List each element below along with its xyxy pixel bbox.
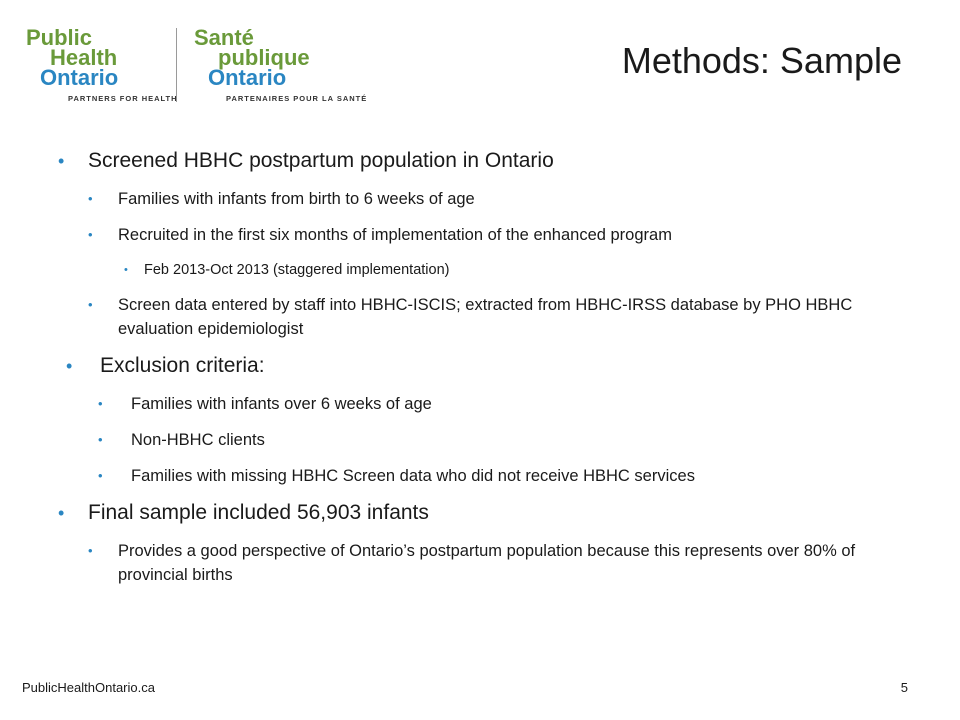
bullet-level-2 [58,428,918,452]
bullet-dot-icon: • [98,432,103,447]
bullet-dot-icon: • [58,503,65,523]
bullet-level-2 [58,223,918,247]
logo-french [194,25,310,90]
bullet-dot-icon: • [88,543,93,558]
bullet-dot-icon: • [66,356,73,376]
bullet-text: Families with infants over 6 weeks of age [131,395,432,413]
bullet-dot-icon: • [98,468,103,483]
logo-word: Public [26,25,93,50]
bullet-level-2 [58,392,918,416]
bullet-dot-icon: • [58,151,65,171]
logo-word: Ontario [40,65,119,90]
bullet-text: Exclusion criteria: [100,354,265,377]
bullet-level-2 [58,539,918,587]
bullet-dot-icon: • [124,264,128,276]
footer-website: PublicHealthOntario.ca [22,680,155,695]
bullet-level-1 [58,500,918,526]
bullet-level-2 [58,187,918,211]
bullet-level-2 [58,464,918,488]
public-health-ontario-logo [26,25,368,106]
page-number: 5 [900,680,908,695]
bullet-level-2 [58,293,918,341]
logo-word: Ontario [208,65,287,90]
logo-english [26,25,119,90]
bullet-dot-icon: • [88,191,93,206]
bullet-dot-icon: • [88,227,93,242]
bullet-text: Provides a good perspective of Ontario’s postpartum population because this represents over 80% of provincial births [118,542,856,584]
bullet-text: Recruited in the first six months of implementation of the enhanced program [118,226,672,244]
bullet-level-3 [58,259,918,281]
bullet-text: Families with infants from birth to 6 weeks of age [118,190,475,208]
bullet-text: Final sample included 56,903 infants [88,501,429,524]
bullet-text: Feb 2013-Oct 2013 (staggered implementation) [144,262,450,278]
bullet-text: Families with missing HBHC Screen data who did not receive HBHC services [131,467,695,485]
logo-tagline-en: PARTNERS FOR HEALTH [68,94,178,103]
logo-word: Health [50,45,118,70]
bullet-text: Non-HBHC clients [131,431,265,449]
slide-title: Methods: Sample [621,40,902,81]
bullet-level-1 [58,148,918,174]
logo-divider [176,28,177,102]
logo-word: Santé [194,25,254,50]
logo-tagline-fr: PARTENAIRES POUR LA SANTÉ [226,94,368,103]
bullet-text: Screen data entered by staff into HBHC-ISCIS; extracted from HBHC-IRSS database by PHO HBHC evaluation epidemiologist [118,296,853,338]
bullet-dot-icon: • [88,297,93,312]
slide-body [58,148,918,599]
bullet-text: Screened HBHC postpartum population in Ontario [88,149,554,172]
bullet-level-1 [58,353,918,379]
bullet-dot-icon: • [98,396,103,411]
logo-word: publique [218,45,310,70]
